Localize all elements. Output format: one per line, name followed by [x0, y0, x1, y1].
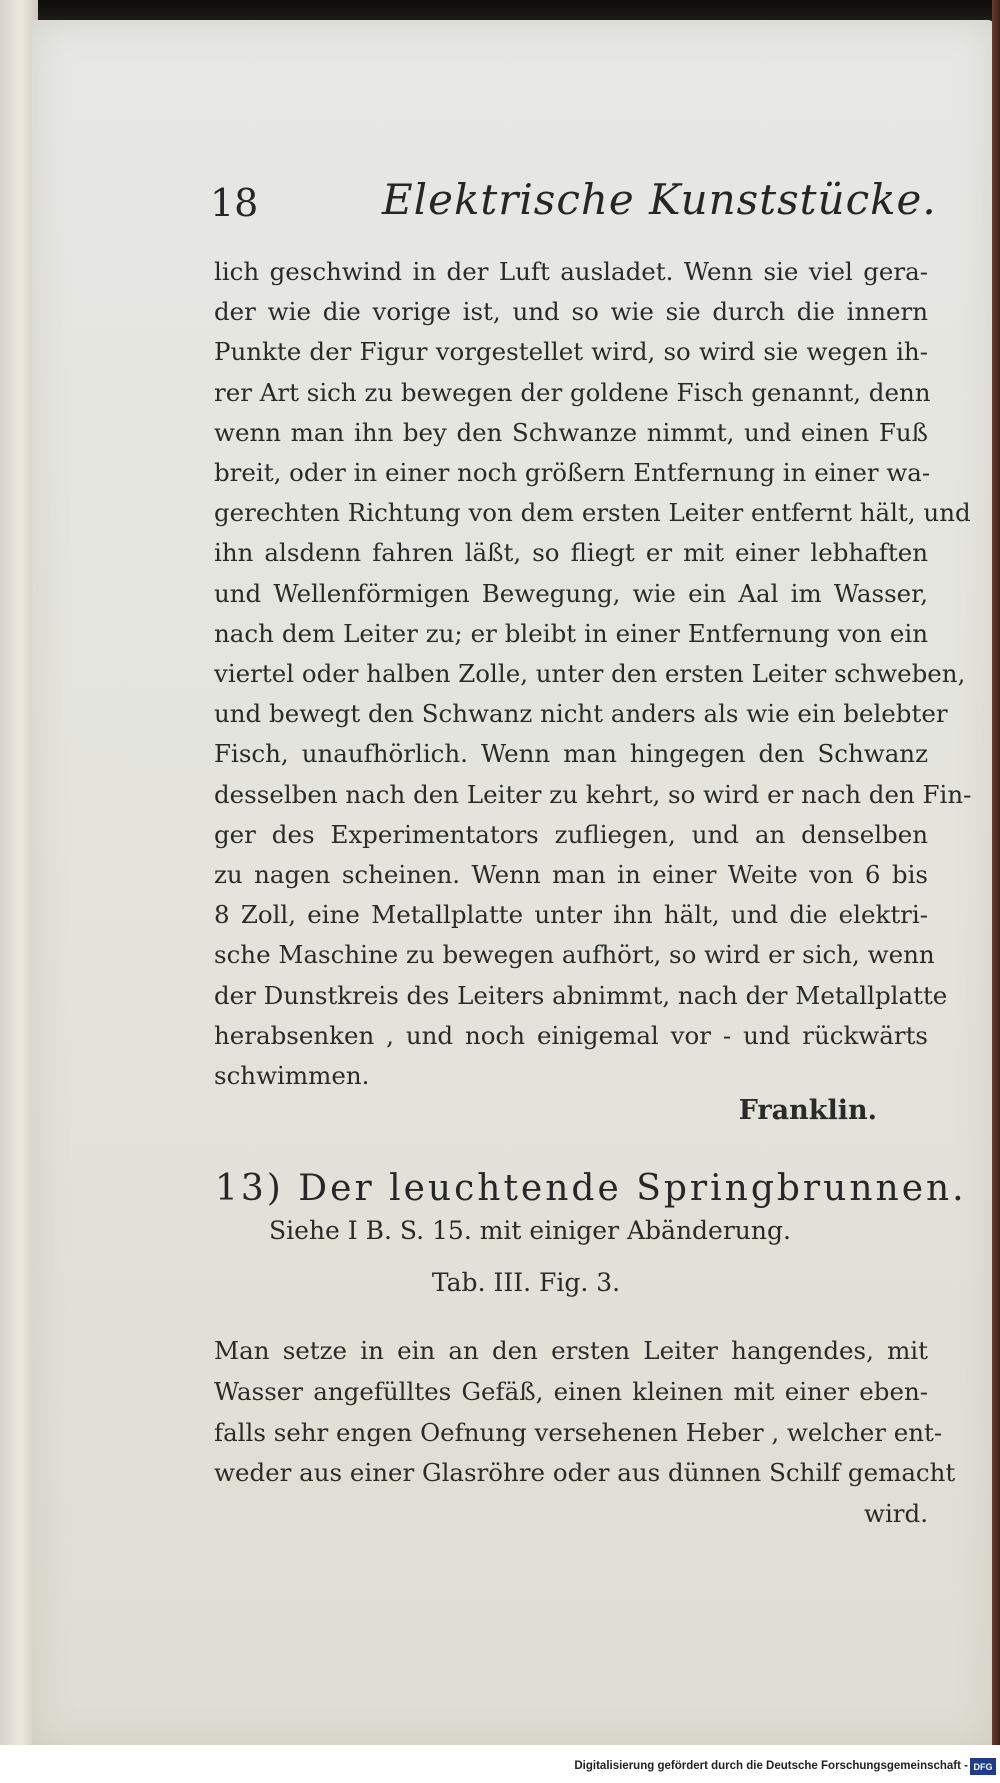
text-line: Wasser angefülltes Gefäß, einen kleinen mit einer eben- [214, 1376, 928, 1406]
text-line: wird. [864, 1499, 928, 1529]
text-line: 8 Zoll, eine Metallplatte unter ihn hält, und die elektri- [214, 900, 928, 930]
text-line: falls sehr engen Oefnung versehenen Heber , welcher ent- [214, 1417, 943, 1447]
text-line: und bewegt den Schwanz nicht anders als wie ein belebter [214, 699, 948, 729]
text-line: Man setze in ein an den ersten Leiter hangendes, mit [214, 1336, 928, 1365]
page-number: 18 [210, 181, 259, 225]
text-line: der Dunstkreis des Leiters abnimmt, nach der Metallplatte [214, 980, 948, 1010]
section-body-text [214, 1331, 956, 1535]
text-line: viertel oder halben Zolle, unter den ersten Leiter schweben, [214, 659, 966, 689]
running-title: Elektrische Kunststücke. [382, 175, 937, 224]
author-signature: Franklin. [738, 1095, 877, 1126]
text-line: rer Art sich zu bewegen der goldene Fisch genannt, denn [214, 377, 931, 407]
text-line: ihn alsdenn fahren läßt, so fliegt er mit einer lebhaften [214, 538, 928, 568]
figure-reference: Tab. III. Fig. 3. [431, 1268, 621, 1297]
text-line: breit, oder in einer noch größern Entfernung in einer wa- [214, 458, 931, 488]
text-line: und Wellenförmigen Bewegung, wie ein Aal im Wasser, [214, 578, 928, 608]
text-line: herabsenken , und noch einigemal vor - und rückwärts [214, 1020, 928, 1050]
text-line: gerechten Richtung von dem ersten Leiter entfernt hält, und [214, 498, 971, 528]
text-line: weder aus einer Glasröhre oder aus dünnen Schilf gemacht [214, 1458, 956, 1488]
body-text [214, 252, 972, 1096]
text-line: sche Maschine zu bewegen aufhört, so wird er sich, wenn [214, 940, 935, 970]
text-line: der wie die vorige ist, und so wie sie durch die innern [214, 297, 928, 327]
text-line: nach dem Leiter zu; er bleibt in einer Entfernung von ein [214, 618, 928, 648]
text-line: wenn man ihn bey den Schwanze nimmt, und einen Fuß [214, 417, 928, 447]
section-subtitle: Siehe I B. S. 15. mit einiger Abänderung. [269, 1216, 791, 1245]
section-heading: 13) Der leuchtende Springbrunnen. [215, 1168, 967, 1209]
book-cover-edge [992, 0, 1000, 1748]
text-line: desselben nach den Leiter zu kehrt, so wird er nach den Fin- [214, 779, 972, 809]
text-line: ger des Experimentators zufliegen, und an denselben [214, 819, 928, 849]
dfg-logo: DFG [970, 1758, 996, 1775]
page-header [210, 175, 937, 235]
text-line: Punkte der Figur vorgestellet wird, so wird sie wegen ih- [214, 337, 928, 367]
text-line: Fisch, unaufhörlich. Wenn man hingegen den Schwanz [214, 739, 928, 769]
text-line: schwimmen. [214, 1061, 370, 1091]
digitization-credit: Digitalisierung gefördert durch die Deutsche Forschungsgemeinschaft - [574, 1760, 968, 1772]
text-line: zu nagen scheinen. Wenn man in einer Weite von 6 bis [214, 860, 928, 890]
text-line: lich geschwind in der Luft ausladet. Wenn sie viel gera- [214, 257, 928, 286]
